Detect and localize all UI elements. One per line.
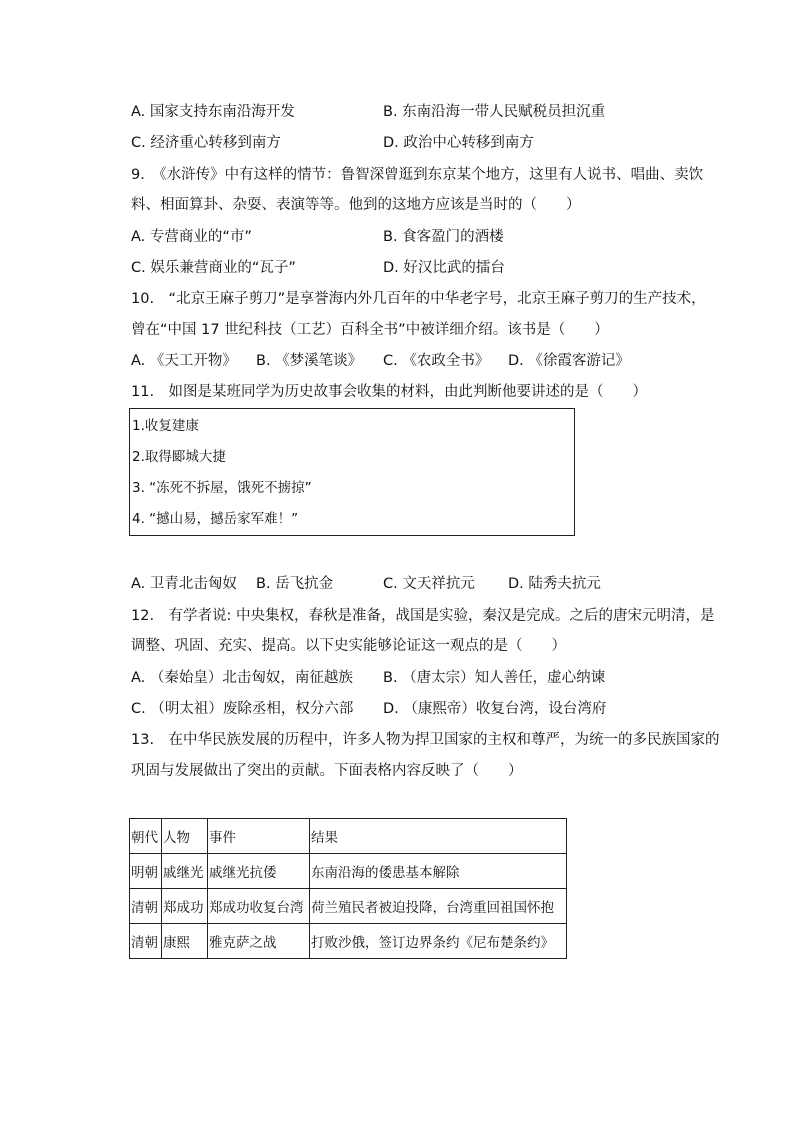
table-cell: 戚继光 [162,854,208,889]
table-cell: 打败沙俄，签订边界条约《尼布楚条约》 [310,924,567,959]
table-cell: 雅克萨之战 [208,924,310,959]
q11-option-a: A. 卫青北击匈奴 [131,576,237,592]
material-item: 3. “冻死不拆屋，饿死不掳掠” [132,480,312,496]
q13-stem-line2: 巩固与发展做出了突出的贡献。下面表格内容反映了（ ） [131,763,523,779]
table-cell: 戚继光抗倭 [208,854,310,889]
header-cell: 事件 [208,819,310,854]
table-cell: 清朝 [130,889,162,924]
table-row [130,924,567,959]
q12-stem-line2: 调整、巩固、充实、提高。以下史实能够论证这一观点的是（ ） [131,638,566,654]
q9-stem-line1: 9. 《水浒传》中有这样的情节：鲁智深曾逛到东京某个地方，这里有人说书、唱曲、卖饮 [131,167,704,183]
table-cell: 东南沿海的倭患基本解除 [310,854,567,889]
table-cell: 荷兰殖民者被迫投降，台湾重回祖国怀抱 [310,889,567,924]
header-cell: 人物 [162,819,208,854]
table-row [130,889,567,924]
q11-stem: 11. 如图是某班同学为历史故事会收集的材料，由此判断他要讲述的是（ ） [131,384,648,400]
table-row [130,854,567,889]
q12-option-d: D. （康熙帝）收复台湾，设台湾府 [383,701,607,717]
table-cell: 康熙 [162,924,208,959]
q10-stem-line2: 曾在“中国 17 世纪科技（工艺）百科全书”中被详细介绍。该书是（ ） [131,322,609,338]
q9-stem-line2: 料、相面算卦、杂耍、表演等等。他到的这地方应该是当时的（ ） [131,197,581,213]
q8-option-c: C. 经济重心转移到南方 [131,135,281,151]
q9-option-b: B. 食客盈门的酒楼 [383,229,504,245]
q10-option-c: C. 《农政全书》 [383,353,490,369]
q11-option-b: B. 岳飞抗金 [256,576,334,592]
q11-material-box [129,408,575,536]
q10-stem-line1: 10. “北京王麻子剪刀”是享誉海内外几百年的中华老字号，北京王麻子剪刀的生产技术， [131,291,706,307]
q13-stem-line1: 13. 在中华民族发展的历程中，许多人物为捍卫国家的主权和尊严，为统一的多民族国家的 [131,732,720,748]
q12-option-b: B. （唐太宗）知人善任，虚心纳谏 [383,670,606,686]
q8-option-b: B. 东南沿海一带人民赋税员担沉重 [383,104,606,120]
q10-option-b: B. 《梦溪笔谈》 [256,353,363,369]
q12-option-a: A. （秦始皇）北击匈奴，南征越族 [131,670,353,686]
q9-option-a: A. 专营商业的“市” [131,229,252,245]
q9-option-c: C. 娱乐兼营商业的“瓦子” [131,260,296,276]
header-cell: 朝代 [130,819,162,854]
table-cell: 郑成功收复台湾 [208,889,310,924]
header-cell: 结果 [310,819,567,854]
q11-option-c: C. 文天祥抗元 [383,576,475,592]
material-item: 4. “撼山易，撼岳家军难！” [132,511,299,527]
material-item: 1.收复建康 [132,418,199,434]
table-cell: 清朝 [130,924,162,959]
q10-option-d: D. 《徐霞客游记》 [508,353,630,369]
table-cell: 明朝 [130,854,162,889]
q9-option-d: D. 好汉比武的擂台 [383,260,505,276]
q13-table [129,818,567,959]
table-cell: 郑成功 [162,889,208,924]
table-header-row [130,819,567,854]
q11-option-d: D. 陆秀夫抗元 [508,576,601,592]
q8-option-d: D. 政治中心转移到南方 [383,135,534,151]
q8-option-a: A. 国家支持东南沿海开发 [131,104,295,120]
q10-option-a: A. 《天工开物》 [131,353,237,369]
material-item: 2.取得郾城大捷 [132,449,226,465]
q12-option-c: C. （明太祖）废除丞相，权分六部 [131,701,354,717]
q12-stem-line1: 12. 有学者说: 中央集权，春秋是准备，战国是实验，秦汉是完成。之后的唐宋元明清，是 [131,608,715,624]
